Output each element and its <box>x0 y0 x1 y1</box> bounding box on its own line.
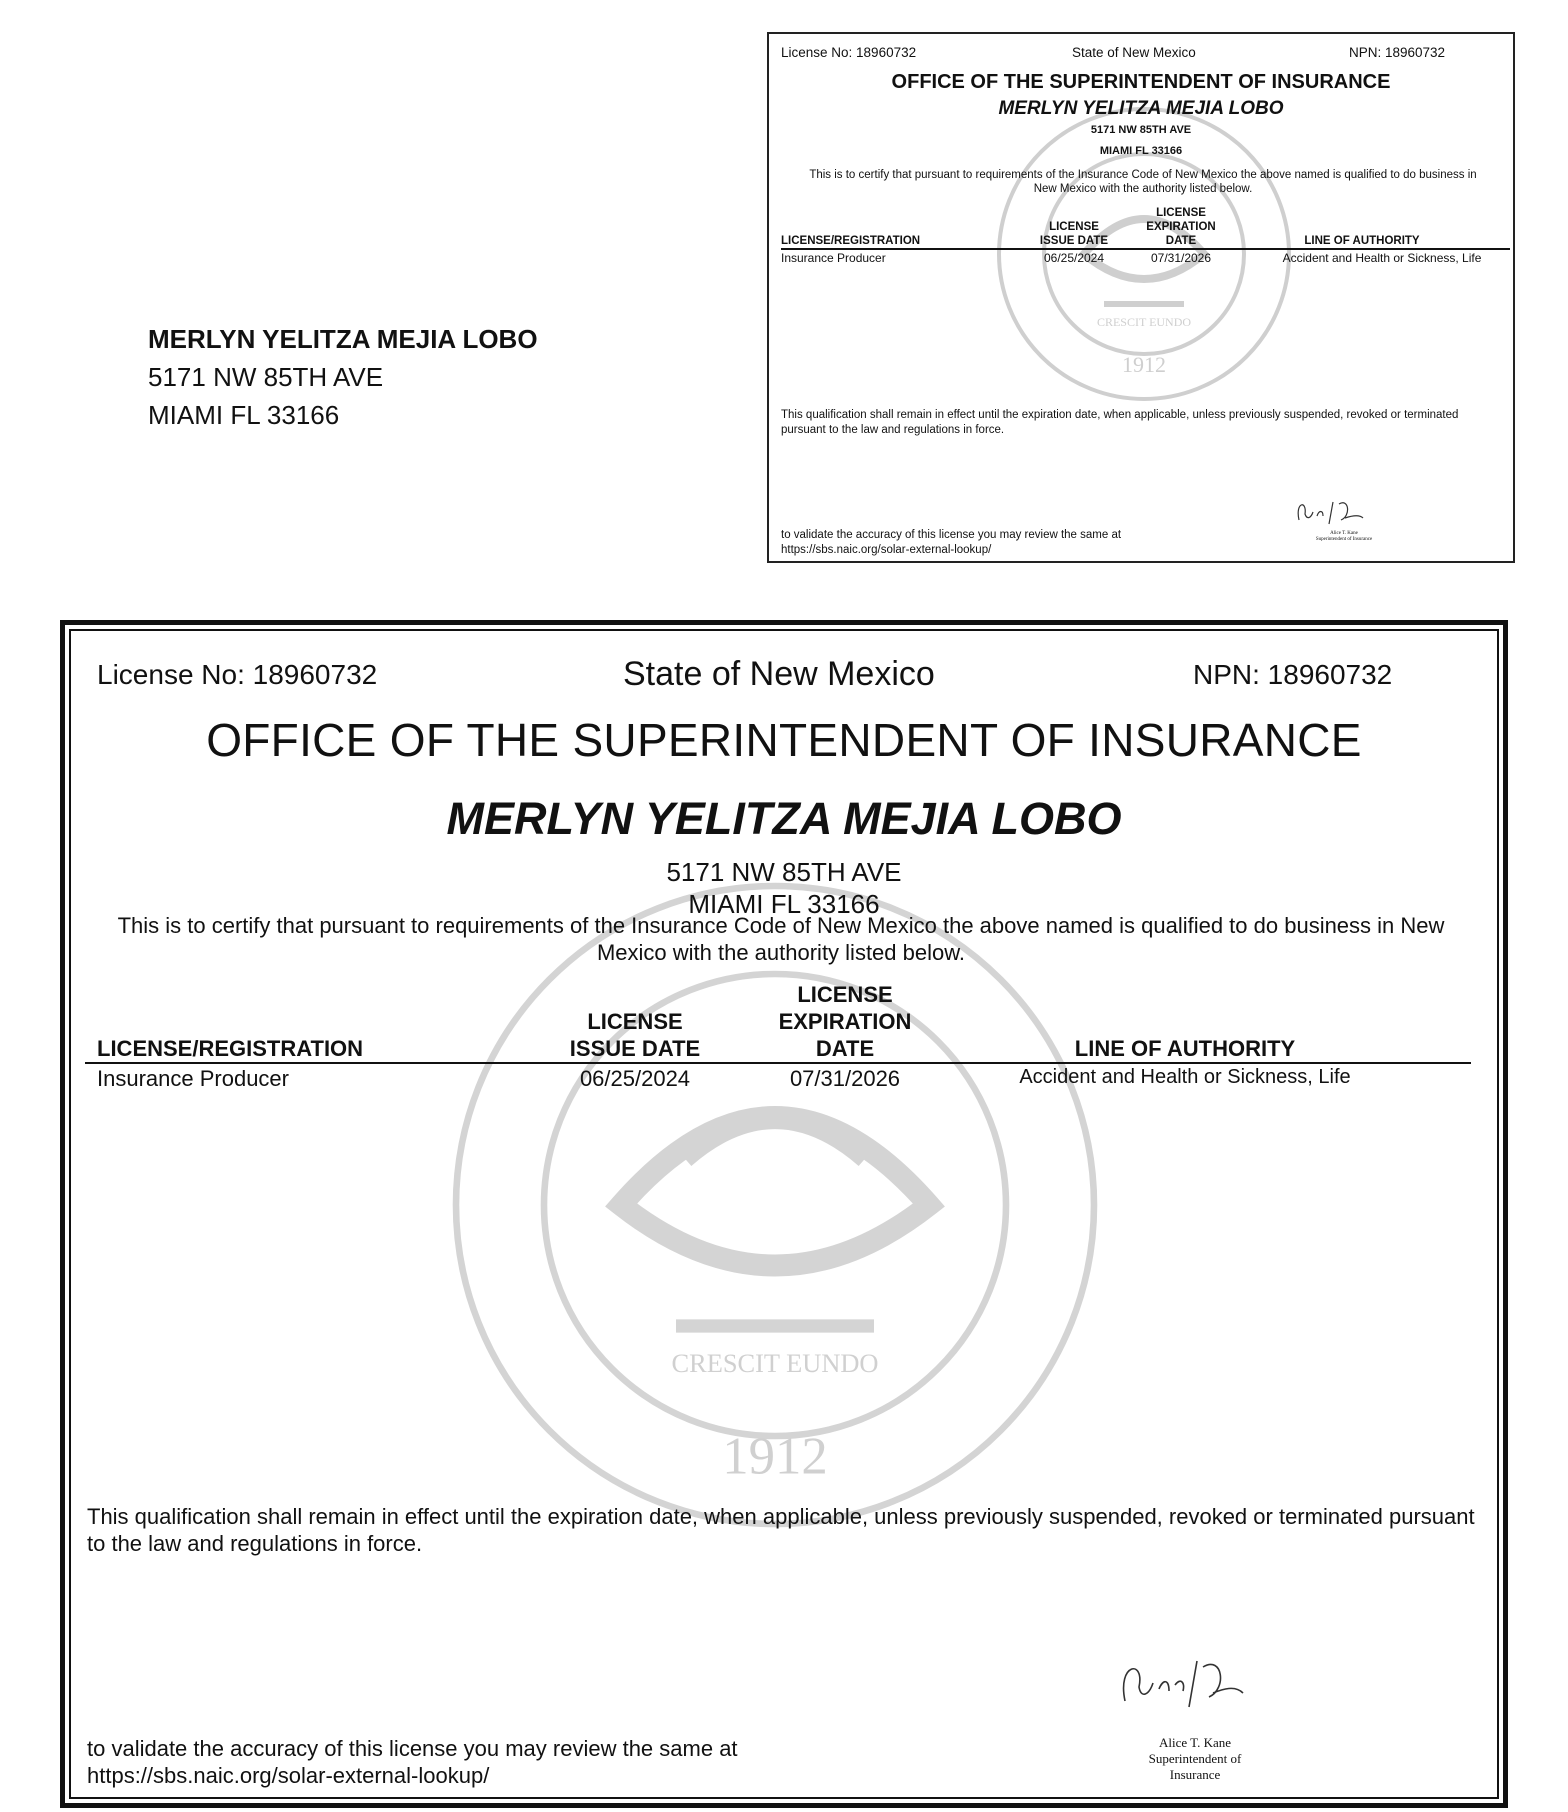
big-header-line-of-authority: LINE OF AUTHORITY <box>1074 1036 1296 1061</box>
seal-motto: CRESCIT EUNDO <box>1096 315 1192 329</box>
big-signer-title: Superintendent of Insurance <box>1148 1751 1242 1782</box>
big-office-title: OFFICE OF THE SUPERINTENDENT OF INSURANCE <box>206 714 1362 766</box>
validation-note <box>781 528 1121 558</box>
signer-block <box>1309 531 1379 543</box>
big-table-divider <box>85 1062 1471 1064</box>
certify-statement: This is to certify that pursuant to requirements of the Insurance Code of New Mexico the above named is qualified to do business in New Mexico with the authority listed below. <box>809 169 1477 195</box>
big-row-expiration-date: 07/31/2026 <box>789 1066 901 1091</box>
signer-title: Superintendent of Insurance <box>1315 537 1373 542</box>
license-number: License No: 18960732 <box>781 45 917 60</box>
qualification-statement: This qualification shall remain in effect until the expiration date, when applicable, unless previously suspended, revoked or terminated pursuant to the law and regulations in force. <box>781 409 1459 436</box>
big-row-line-of-authority: Accident and Health or Sickness, Life <box>1019 1066 1351 1088</box>
header-line-of-authority: LINE OF AUTHORITY <box>1304 235 1420 247</box>
signer-name: Alice T. Kane <box>1330 531 1358 536</box>
big-validation-note <box>87 1735 738 1789</box>
watermark-year: 1912 <box>722 1427 828 1486</box>
license-certificate <box>60 620 1508 1808</box>
big-validation-text: to validate the accuracy of this license you may review the same at <box>87 1736 738 1761</box>
watermark-motto: CRESCIT EUNDO <box>671 1348 879 1379</box>
mailing-name: MERLYN YELITZA MEJIA LOBO <box>148 324 538 354</box>
big-address-line2: MIAMI FL 33166 <box>688 889 880 919</box>
big-qualification-statement: This qualification shall remain in effect until the expiration date, when applicable, unless previously suspended, revoked or terminated pursuant to the law and regulations in force. <box>87 1504 1475 1556</box>
mailing-address-line1: 5171 NW 85TH AVE <box>148 362 384 392</box>
state-name: State of New Mexico <box>1072 45 1196 60</box>
table-divider <box>781 248 1510 250</box>
big-license-number: License No: 18960732 <box>97 659 378 690</box>
office-title: OFFICE OF THE SUPERINTENDENT OF INSURANCE <box>891 71 1391 93</box>
big-signer-block <box>1130 1735 1260 1783</box>
state-seal-watermark-icon <box>445 875 1105 1535</box>
npn-number: NPN: 18960732 <box>1349 45 1446 60</box>
big-signature-icon <box>1105 1653 1255 1711</box>
header-issue-date: LICENSE ISSUE DATE <box>1039 221 1109 247</box>
big-signer-name: Alice T. Kane <box>1158 1735 1232 1750</box>
big-state-name: State of New Mexico <box>623 655 935 693</box>
big-header-license-registration: LICENSE/REGISTRATION <box>97 1036 364 1061</box>
mailing-address-line2: MIAMI FL 33166 <box>148 400 340 430</box>
mailing-address <box>148 320 538 434</box>
row-issue-date: 06/25/2024 <box>1043 251 1105 265</box>
big-licensee-name: MERLYN YELITZA MEJIA LOBO <box>446 793 1122 844</box>
big-header-issue-date: LICENSE ISSUE DATE <box>569 1009 701 1061</box>
validation-url: https://sbs.naic.org/solar-external-lookup/ <box>781 544 992 556</box>
big-row-license-registration: Insurance Producer <box>97 1066 289 1091</box>
wallet-license-card <box>767 32 1515 563</box>
licensee-address-line1: 5171 NW 85TH AVE <box>1090 124 1192 136</box>
signature-icon <box>1281 496 1381 528</box>
row-expiration-date: 07/31/2026 <box>1150 251 1212 265</box>
big-row-issue-date: 06/25/2024 <box>579 1066 691 1091</box>
row-line-of-authority: Accident and Health or Sickness, Life <box>1282 251 1482 265</box>
licensee-name: MERLYN YELITZA MEJIA LOBO <box>998 98 1284 119</box>
licensee-address-line2: MIAMI FL 33166 <box>1099 145 1183 157</box>
seal-year: 1912 <box>1122 352 1166 377</box>
big-validation-url: https://sbs.naic.org/solar-external-lookup/ <box>87 1763 490 1788</box>
header-license-registration: LICENSE/REGISTRATION <box>781 235 921 247</box>
big-address-line1: 5171 NW 85TH AVE <box>666 857 902 887</box>
validation-text: to validate the accuracy of this license you may review the same at <box>781 529 1122 541</box>
big-npn-number: NPN: 18960732 <box>1193 659 1393 690</box>
header-expiration-date: LICENSE EXPIRATION DATE <box>1146 207 1216 247</box>
row-license-registration: Insurance Producer <box>781 251 886 265</box>
big-header-expiration-date: LICENSE EXPIRATION DATE <box>778 982 912 1061</box>
big-certify-statement: This is to certify that pursuant to requirements of the Insurance Code of New Mexico the above named is qualified to do business in New Mexico with the authority listed below. <box>117 913 1445 965</box>
